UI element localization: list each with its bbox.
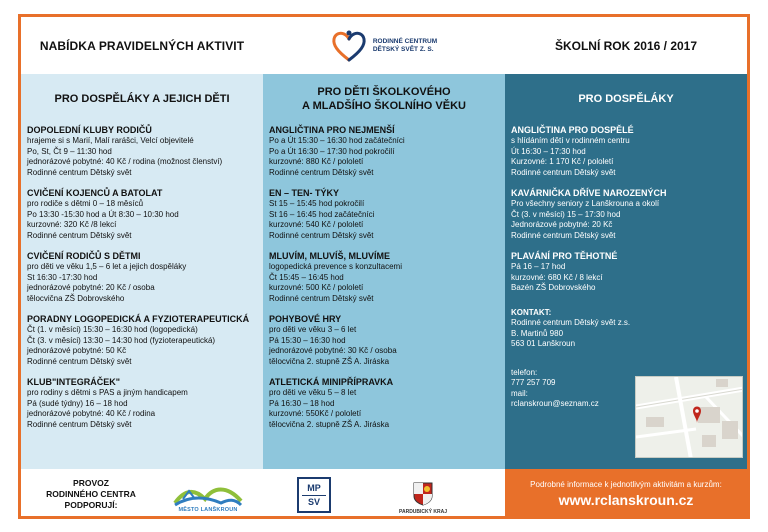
- supporters-label: [21, 469, 161, 519]
- activity-detail: St 15 – 15:45 hod pokročilí: [269, 199, 365, 208]
- activity-title: KAVÁRNIČKA DŘÍVE NAROZENÝCH: [511, 188, 667, 198]
- column-children: [263, 74, 505, 469]
- activity-detail: St 16:30 -17:30 hod: [27, 272, 98, 282]
- activity-list: [505, 124, 747, 410]
- activity-detail: kurzovné: 680 Kč / 8 lekcí: [511, 272, 603, 282]
- activity-detail: Po a Út 15:30 – 16:30 hod začátečníci: [269, 136, 405, 145]
- activity-detail: Rodinné centrum Dětský svět: [269, 230, 374, 240]
- location-map: [635, 376, 743, 458]
- kraj-logo-text: PARDUBICKÝ KRAJ: [399, 509, 447, 515]
- activity-detail: Rodinné centrum Dětský svět: [27, 167, 132, 177]
- activity-detail: Bazén ZŠ Dobrovského: [511, 283, 596, 292]
- activity-detail: Út 16:30 – 17:30 hod: [511, 146, 586, 156]
- logo-text-line1: RODINNÉ CENTRUM: [372, 37, 438, 45]
- activity-title: DOPOLEDNÍ KLUBY RODIČŮ: [27, 125, 152, 135]
- column-heading: PRO DOSPĚLÁKY: [578, 93, 674, 105]
- activity-item: [511, 187, 741, 241]
- activity-detail: Rodinné centrum Dětský svět: [269, 167, 374, 177]
- activity-title: PORADNY LOGOPEDICKÁ A FYZIOTERAPEUTICKÁ: [27, 314, 250, 324]
- activity-detail: jednorázové pobytné: 30 Kč / osoba: [269, 346, 397, 355]
- activity-title: ATLETICKÁ MINIPŘÍPRAVKA: [269, 377, 394, 387]
- website-link[interactable]: www.rclanskroun.cz: [558, 492, 694, 508]
- activity-detail: pro děti ve věku 3 – 6 let: [269, 325, 357, 334]
- phone-number[interactable]: 777 257 709: [511, 378, 556, 387]
- column-adults: [505, 74, 747, 469]
- centre-logo: [263, 17, 505, 74]
- activity-item: [269, 376, 499, 430]
- footer: [21, 469, 747, 519]
- heart-logo-icon: [331, 29, 367, 63]
- activity-detail: Po 13:30 -15:30 hod a Út 8:30 – 10:30 hod: [27, 209, 179, 219]
- activity-detail: tělocvična 2. stupně ZŠ A. Jiráska: [269, 356, 390, 366]
- activity-detail: Rodinné centrum Dětský svět: [27, 419, 132, 429]
- activity-detail: kurzovné: 500 Kč / pololetí: [269, 283, 364, 292]
- activity-title: ANGLIČTINA PRO NEJMENŠÍ: [269, 125, 395, 135]
- activity-detail: tělocvična 2. stupně ZŠ A. Jiráska: [269, 419, 390, 429]
- mail-label: mail:: [511, 388, 528, 398]
- activity-item: [27, 124, 257, 178]
- activity-item: [27, 250, 257, 304]
- activity-detail: Čt 15:45 – 16:45 hod: [269, 272, 344, 282]
- activity-detail: St 16 – 16:45 hod začátečníci: [269, 209, 375, 219]
- activity-item: [511, 124, 741, 178]
- contact-line: Rodinné centrum Dětský svět z.s.: [511, 318, 631, 327]
- activity-detail: s hlídáním dětí v rodinném centru: [511, 136, 630, 145]
- mpsv-logo: [297, 477, 331, 513]
- activity-detail: Rodinné centrum Dětský svět: [511, 230, 616, 240]
- supporters-line2: RODINNÉHO CENTRA: [46, 488, 136, 499]
- activity-title: ANGLIČTINA PRO DOSPĚLÉ: [511, 125, 634, 135]
- activity-detail: Pá 16 – 17 hod: [511, 262, 566, 271]
- activity-detail: Čt (1. v měsíci) 15:30 – 16:30 hod (logopedická): [27, 325, 198, 334]
- activity-detail: Pá 16:30 – 18 hod: [269, 398, 335, 408]
- activity-detail: kurzovné: 320 Kč /8 lekcí: [27, 220, 117, 229]
- activity-detail: jednorázové pobytné: 40 Kč / rodina: [27, 409, 156, 418]
- info-text: Podrobné informace k jednotlivým aktivitám a kurzům:: [530, 480, 722, 489]
- activity-list: [263, 124, 505, 430]
- activity-detail: jednorázové pobytné: 40 Kč / rodina (možnost členství): [27, 157, 223, 166]
- activity-detail: Po a Út 16:30 – 17:30 hod pokročilí: [269, 146, 395, 156]
- mesto-hills-icon: [173, 481, 243, 507]
- school-year-title: ŠKOLNÍ ROK 2016 / 2017: [554, 38, 698, 53]
- activity-detail: pro rodiny s dětmi s PAS a jiným handicapem: [27, 388, 188, 397]
- activity-title: CVIČENÍ RODIČŮ S DĚTMI: [27, 251, 141, 261]
- activity-detail: kurzovné: 550Kč / pololetí: [269, 409, 362, 418]
- activity-title: CVIČENÍ KOJENCŮ A BATOLAT: [27, 188, 163, 198]
- activity-title: PLAVÁNÍ PRO TĚHOTNÉ: [511, 251, 618, 261]
- activity-detail: kurzovné: 880 Kč / pololetí: [269, 157, 364, 166]
- activity-title: POHYBOVÉ HRY: [269, 314, 342, 324]
- activity-detail: tělocvična ZŠ Dobrovského: [27, 293, 125, 303]
- activity-detail: Kurzovné: 1 170 Kč / pololetí: [511, 157, 614, 166]
- flyer-sheet: [18, 14, 750, 519]
- activity-item: [269, 187, 499, 241]
- activity-detail: jednorázové pobytné: 20 Kč / osoba: [27, 283, 155, 292]
- mesto-logo-text: MĚSTO LANŠKROUN: [178, 507, 238, 513]
- supporters-line1: PROVOZ: [73, 477, 109, 488]
- activity-title: KLUB"INTEGRÁČEK": [27, 377, 121, 387]
- activity-detail: kurzovné: 540 Kč / pololetí: [269, 220, 364, 229]
- street-map-icon: [636, 377, 743, 458]
- activity-detail: pro rodiče s dětmi 0 – 18 měsíců: [27, 199, 144, 208]
- activity-detail: Čt (3. v měsíci) 15 – 17:30 hod: [511, 209, 621, 219]
- activity-detail: jednorázové pobytné: 50 Kč: [27, 346, 127, 355]
- page-title-left: NABÍDKA PRAVIDELNÝCH AKTIVIT: [39, 38, 245, 53]
- column-adults-with-children: [21, 74, 263, 469]
- activity-detail: pro děti ve věku 1,5 – 6 let a jejich dospěláky: [27, 262, 187, 271]
- activity-detail: Jednorázové pobytné: 20 Kč: [511, 220, 613, 229]
- pardubicky-kraj-logo: [393, 473, 453, 515]
- activity-detail: hrajeme si s Marií, Malí rarášci, Velcí objevitelé: [27, 136, 194, 145]
- phone-label: telefon:: [511, 367, 538, 377]
- activity-detail: Rodinné centrum Dětský svět: [27, 356, 132, 366]
- mpsv-logo-line1: MP: [307, 482, 321, 493]
- column-heading: [263, 74, 505, 124]
- header: [21, 17, 747, 74]
- activity-item: [269, 250, 499, 304]
- activity-detail: pro děti ve věku 5 – 8 let: [269, 388, 357, 397]
- activity-detail: Čt (3. v měsíci) 13:30 – 14:30 hod (fyzioterapeutická): [27, 335, 216, 345]
- info-banner: [505, 469, 747, 519]
- activity-title: EN – TEN- TÝKY: [269, 188, 340, 198]
- activity-detail: Pro všechny seniory z Lanškrouna a okolí: [511, 199, 660, 208]
- column-heading-line2: A MLADŠÍHO ŠKOLNÍHO VĚKU: [302, 100, 466, 112]
- mpsv-logo-line2: SV: [307, 496, 320, 507]
- contact-label: KONTAKT:: [511, 307, 552, 317]
- activity-item: [27, 376, 257, 430]
- column-heading: PRO DOSPĚLÁKY A JEJICH DĚTI: [54, 93, 230, 105]
- activity-detail: Rodinné centrum Dětský svět: [27, 230, 132, 240]
- activity-detail: Pá (sudé týdny) 16 – 18 hod: [27, 398, 128, 408]
- activity-item: [511, 250, 741, 294]
- mail-address[interactable]: rclanskroun@seznam.cz: [511, 399, 599, 408]
- activity-detail: Rodinné centrum Dětský svět: [269, 293, 374, 303]
- activity-list: [21, 124, 263, 430]
- column-heading-line1: PRO DĚTI ŠKOLKOVÉHO: [317, 86, 451, 98]
- activity-detail: Rodinné centrum Dětský svět: [511, 167, 616, 177]
- activity-item: [269, 313, 499, 367]
- mesto-lanskroun-logo: [173, 475, 243, 513]
- activity-detail: Pá 15:30 – 16:30 hod: [269, 335, 346, 345]
- contact-line: 563 01 Lanškroun: [511, 339, 576, 348]
- activity-detail: logopedická prevence s konzultacemi: [269, 262, 402, 271]
- activity-item: [27, 187, 257, 241]
- activity-item: [27, 313, 257, 367]
- activity-item: [269, 124, 499, 178]
- activity-detail: Po, St, Čt 9 – 11:30 hod: [27, 146, 112, 156]
- coat-of-arms-icon: [413, 482, 433, 506]
- activity-title: MLUVÍM, MLUVÍŠ, MLUVÍME: [269, 251, 390, 261]
- contact-line: B. Martinů 980: [511, 328, 564, 338]
- logo-text-line2: DĚTSKÝ SVĚT Z. S.: [372, 45, 434, 53]
- supporters-line3: PODPORUJÍ:: [64, 499, 118, 510]
